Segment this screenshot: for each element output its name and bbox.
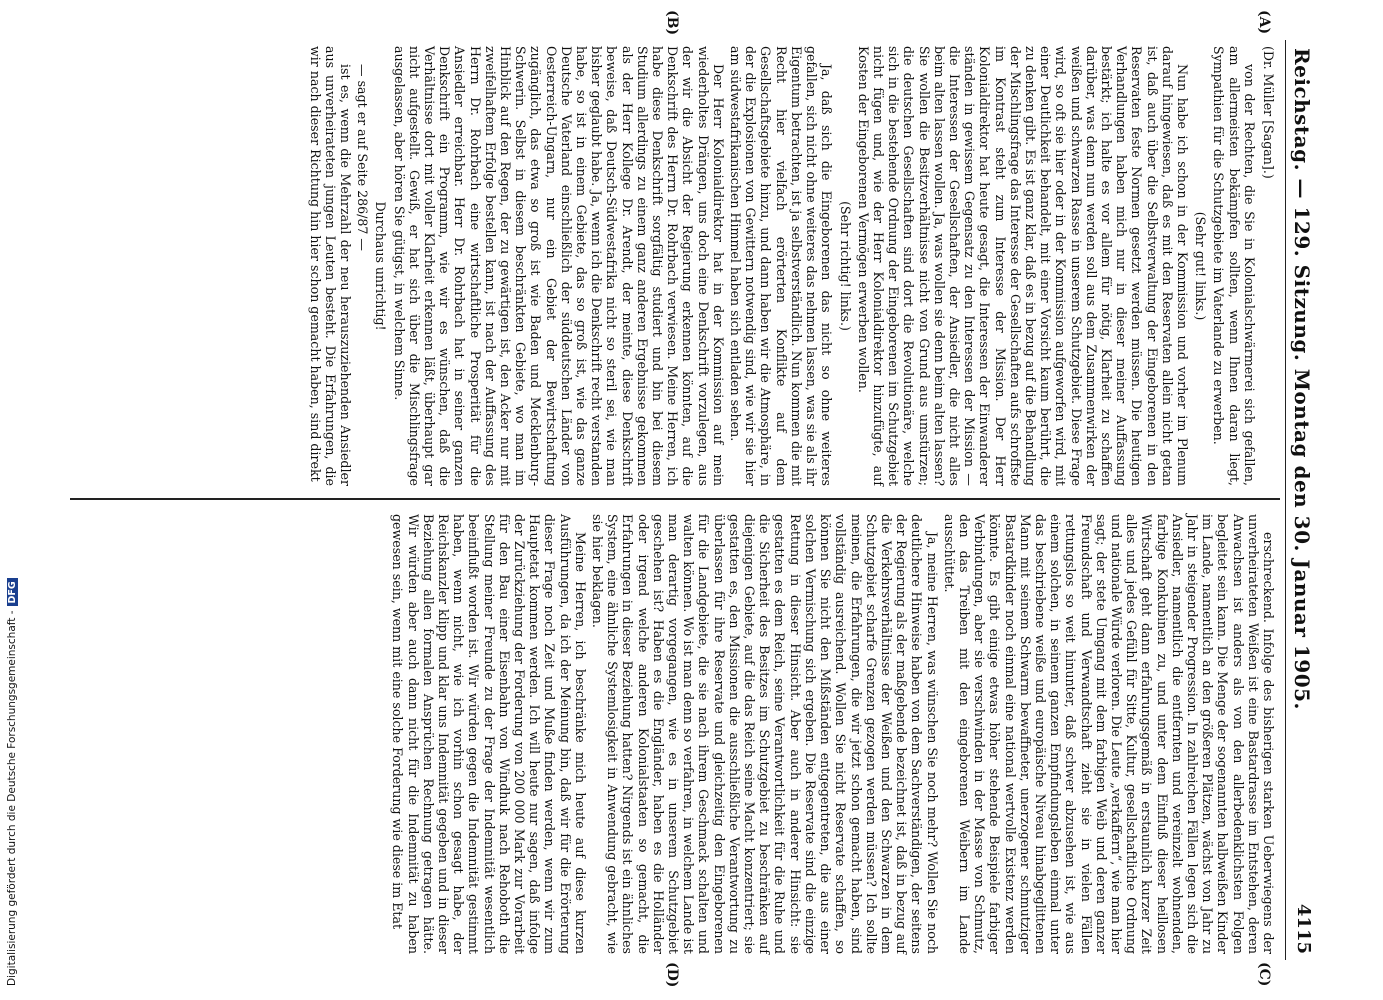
margin-marker-b: (B) <box>664 10 680 36</box>
quote-source: — sagt er auf Seite 286/87 — <box>355 64 371 251</box>
page-header <box>1285 40 1320 960</box>
left-column <box>305 46 1276 486</box>
rotated-page <box>70 10 1320 988</box>
right-column <box>388 514 1276 954</box>
paragraph: Ja, meine Herren, was wünschen Sie noch mehr? Wollen Sie noch deutlichere Hinweise haben von dem Sachverständigen, der seitens der Regierung als der maßgebende bezeichnet ist, daß in bezug auf die Verkehrsverhältnisse der Weißen und den Schwarzen in dem Schutzgebiet scharfe Grenzen gezogen werden müssen? Ich sollte meinen, die Erfahrungen, die wir jetzt schon gemacht haben, sind vollständig ausreichend. Wollen Sie nicht Reservate schaffen, so können Sie nicht den Mißständen entgegentreten, die aus einer solchen Vermischung sich ergeben. Die Reservate sind die einzige Rettung in dieser Hinsicht. Aber auch in anderer Hinsicht: sie gestatten es dem Reich, seine Verantwortlichkeit für die Ruhe und die Sicherheit des Besitzes im Schutzgebiet zu beschränken auf diejenigen Gebiete, auf die das Reich seine Macht konzentriert; sie gestatten es, den Missionen die ausschließliche Verantwortung zu überlassen für ihre Reservate und gleichzeitig den Eingeborenen für die Landgebiete, die sie nach ihrem Geschmack schalten und walten können. Wo ist man denn so verfahren, in welchem Lande ist man derartig vorgegangen, wie es in unserem Schutzgebiet geschehen ist? Haben es die Engländer, haben es die Holländer oder irgend welche anderen Kolonialstaaten so gemacht, die Erfahrungen in dieser Beziehung hatten? Nirgends ist ein ähnliches System, eine ähnliche Systemlosigkeit in Anwendung gebracht, wie sie hier beklagen. <box>590 514 940 954</box>
quote-text: erschreckend. Infolge des bisherigen starken Ueberwiegens der unverheirateten Weißen ist eine Bastardrasse im Entstehen, deren Anwachsen ist anders als von den allerbedenklichsten Folgen begleitet sein kann. Die Menge der sogenannten halbweißen Kinder im Lande, namentlich an den größeren Plätzen, wächst von Jahr zu Jahr in steigender Progression. In zahlreichen Fällen legen sich die Ansiedler, namentlich die entfernten und vereinzelt wohnenden, farbige Konkubinen zu, und unter dem Einfluß dieser heillosen Wirtschaft geht dann erfahrungsgemäß in erstaunlich kurzer Zeit alles und jedes Gefühl für Sitte, Kultur, gesellschaftliche Ordnung und nationale Würde verloren. Die Leute „verkaffern“, wie man hier sagt; der stete Umgang mit dem farbigen Weib und deren ganzer Freundschaft und Verwandtschaft zieht sie in vielen Fällen rettungslos so weit hinunter, daß schwer abzusehen ist, wie aus einem solchen, in seinem ganzen Empfindungsleben einmal unter das beschriebene weiße und europäische Niveau hinabgeglittenen Mann mit seinem Schwarm bewaffneter, unerzogener schmutziger Bastardkinder noch einmal eine national wertvolle Existenz werden könnte. Es gibt einige etwas höher stehende Beispiele farbiger Verbindungen, aber sie verschwinden in der Masse von Schmutz, den das Treiben mit den eingeborenen Weibern im Lande ausschüttet. <box>941 514 1276 954</box>
margin-marker-a: (A) <box>1256 10 1272 35</box>
paragraph: Meine Herren, ich beschränke mich heute auf diese kurzen Ausführungen, da ich der Meinung bin, daß wir für die Erörterung dieser Frage noch Zeit und Muße finden werden, wenn wir zum Hauptetat kommen werden. Ich will heute nur sagen, daß infolge der Zurückziehung der Forderung von 200 000 Mark zur Vorarbeit für den Bau einer Eisenbahn von Windhuk nach Rehoboth die Stellung meiner Freunde zu der Frage der Indemnität wesentlich beeinflußt worden ist. Wir würden gegen die Indemnität gestimmt haben, wenn nicht, wie ich vorhin schon gesagt habe, der Reichskanzler klipp und klar uns Indemnität gegeben und in dieser Beziehung allen formalen Ansprüchen Rechnung getragen hätte. Wir würden aber auch dann nicht für die Indemnität zu haben gewesen sein, wenn mit eine solche Forderung wie diese im Etat <box>390 514 588 954</box>
margin-marker-d: (D) <box>664 962 680 988</box>
paragraph: Der Herr Kolonialdirektor hat in der Kommission auf mein wiederholtes Drängen, uns doch eine Denkschrift vorzulegen, aus der wir die Absicht der Regierung erkennen könnten, auf die Denkschrift des Herrn Dr. Rohrbach verwiesen. Meine Herren, ich habe diese Denkschrift sorgfältig studiert und bin bei diesem Studium allerdings zu einem ganz anderen Ergebnisse gekommen als der Herr Kollege Dr. Arendt, der meinte, diese Denkschrift beweise, daß Deutsch-Südwestafrika nicht so steril sei, wie man bisher geglaubt habe. Ja, wenn ich die Denkschrift recht verstanden habe, so ist in einem Gebiete, das so groß ist, wie das ganze Deutsche Vaterland einschließlich der süddeutschen Länder von Oesterreich-Ungarn, nur ein Gebiet der Bewirtschaftung zugänglich, das etwa so groß ist wie Baden und Mecklenburg-Schwerin. Selbst in diesem beschränkten Gebiete, wo man im Hinblick auf den Regen, der zu gewärtigen ist, den Acker nur mit zweifelhaftem Erfolge bestellen kann, ist nach der Auffassung des Herrn Dr. Rohrbach eine wirtschaftliche Prosperität für die Ansiedler erreichbar. Herr Dr. Rohrbach hat in seiner ganzen Denkschrift ein Programm, wie wir es wünschen, daß die Verhältnisse dort mit voller Klarheit erkennen läßt, überhaupt gar nicht aufgestellt. Gewiß, er hat sich über die Mischlingsfrage ausgelassen, aber hören Sie gütigst, in welchem Sinne. <box>391 46 726 486</box>
page-number: 4115 <box>1293 903 1314 954</box>
margin-marker-c: (C) <box>1256 962 1272 987</box>
interjection: (Sehr gut! links.) <box>1193 211 1209 321</box>
digitization-footer <box>2 560 20 1000</box>
paragraph: von der Rechten, die Sie in Kolonialschwärmerei sich gefallen, am allermeisten bekämpfen sollten, wenn Ihnen daran liegt, Sympathien für die Schutzgebiete im Vaterlande zu erwerben. <box>1211 46 1257 486</box>
paragraph: Ja, daß sich die Eingeborenen das nicht so ohne weiteres gefallen, sich nicht ohne weiteres das nehmen lassen, was sie als ihr Eigentum betrachten, ist ja selbstverständlich. Nun kommen die mit Recht hier vielfach erörterten Konflikte auf dem Gesellschaftsgebiete hinzu, und dann haben wir die Atmosphäre, in der die Explosionen von Gewittern notwendig sind, wie wir sie hier am südwestafrikanischen Himmel haben sich entladen sehen. <box>728 46 835 486</box>
interjection: (Sehr richtig! links.) <box>837 201 853 331</box>
paragraph: Nun habe ich schon in der Kommission und vorher im Plenum darauf hingewiesen, daß es mit den Reservaten allein nicht getan ist, daß auch über die Selbstverwaltung der Eingeborenen in den Reservaten feste Normen gesetzt werden müssen. Die heutigen Verhandlungen haben mich nur in dieser meiner Auffassung bestärkt; ich halte es vor allem für nötig, Klarheit zu schaffen darüber, was denn nun werden soll aus dem Zusammenwirken der weißen und schwarzen Rasse in unserem Schutzgebiet. Diese Frage wird, so oft sie hier oder in der Kommission aufgeworfen wird, mit einer Deutlichkeit behandelt, mit einer Vorsicht kaum berührt, die zu denken gibt. Es ist ganz klar, daß es in bezug auf die Behandlung der Mischlingsfrage das Interesse der Gesellschaften aufs schroffste im Kontrast steht zum Interesse der Mission. Der Herr Kolonialdirektor hat heute gesagt, die Interessen der Einwanderer ständen in gewissem Gegensatz zu den Interessen der Mission — die Interessen der Gesellschaften, der Ansiedler, die nicht alles beim alten lassen wollen. Ja, was wollen sie denn beim alten lassen? Sie wollen die Besitzverhältnisse nicht von Grund aus umstürzen; die deutschen Gesellschaften sind dort die Revolutionäre, welche sich in die bestehende Ordnung der Eingeborenen im Schutzgebiet nicht fügen und, wie der Herr Kolonialdirektor hinzufügte, auf Kosten der Eingeborenen Vermögen erwerben wollen. <box>855 46 1190 486</box>
column-divider <box>70 498 1280 500</box>
quote-heading: Durchaus unrichtig! <box>373 201 389 331</box>
dfg-logo: DFG <box>7 578 18 606</box>
speaker-name: (Dr. Müller [Sagan].) <box>1261 46 1276 179</box>
footer-text: Digitalisierung gefördert durch die Deutsche Forschungsgemeinschaft - <box>6 610 18 986</box>
quote-text: ist es, wenn die Mehrzahl der neu herauszuziehenden Ansiedler aus unverheirateten jungen Leuten besteht. Die Erfahrungen, die wir nach dieser Richtung hin hier schon gemacht haben, sind direkt <box>307 46 354 486</box>
header-title: Reichstag. — 129. Sitzung. Montag den 30. Januar 1905. <box>1290 48 1314 711</box>
